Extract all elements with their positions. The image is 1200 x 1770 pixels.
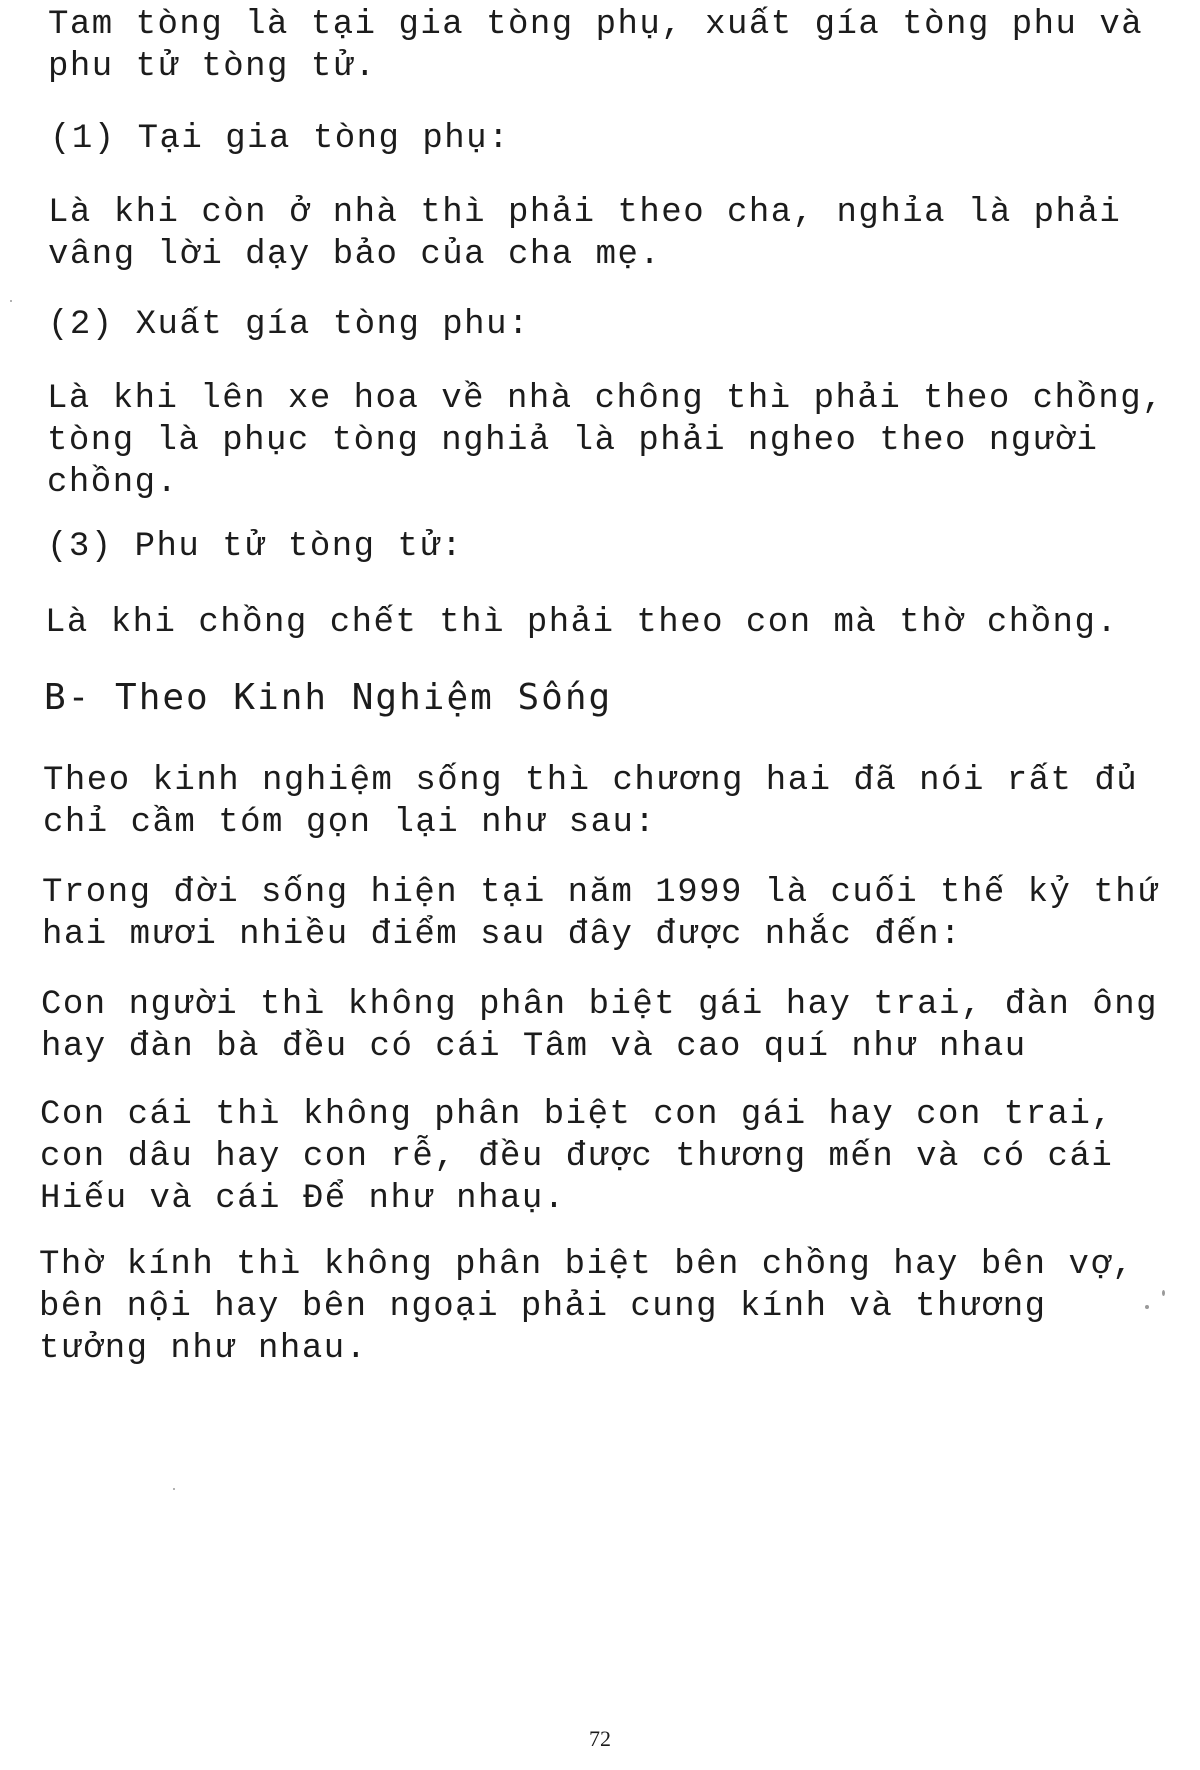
item1-body xyxy=(48,192,1121,276)
text-line: Là khi lên xe hoa về nhà chông thì phải theo chồng, xyxy=(47,380,1165,418)
page-number: 72 xyxy=(589,1726,611,1751)
present-day-paragraph xyxy=(42,872,1159,956)
text-line: phu tử tòng tử. xyxy=(48,48,377,86)
section-heading-b: B- Theo Kinh Nghiệm Sống xyxy=(44,677,613,718)
text-line: con dâu hay con rễ, đều được thương mến và có cái xyxy=(40,1138,1114,1176)
text-line: Hiếu và cái Để như nhaụ. xyxy=(40,1180,566,1218)
scan-speck xyxy=(1145,1305,1149,1309)
scan-speck xyxy=(173,1488,175,1490)
scan-speck xyxy=(1162,1290,1165,1296)
worship-paragraph xyxy=(39,1244,1134,1370)
scan-speck xyxy=(10,300,12,302)
item3-title xyxy=(47,526,463,568)
item1-title xyxy=(50,118,510,160)
text-line: Tam tòng là tại gia tòng phụ, xuất gía tòng phu và xyxy=(48,6,1144,44)
text-line: (1) Tại gia tòng phụ: xyxy=(50,120,510,158)
item2-body xyxy=(47,378,1164,504)
intro-paragraph xyxy=(48,4,1143,88)
text-line: (3) Phu tử tòng tử: xyxy=(47,528,464,566)
text-line: chồng. xyxy=(47,464,179,502)
children-paragraph xyxy=(40,1094,1113,1220)
text-line: Là khi chồng chết thì phải theo con mà thờ chồng. xyxy=(45,604,1119,642)
text-line: Thờ kính thì không phân biệt bên chồng hay bên vợ, xyxy=(39,1246,1135,1284)
people-paragraph xyxy=(41,984,1158,1068)
text-line: (2) Xuất gía tòng phu: xyxy=(48,306,530,344)
text-line: Con cái thì không phân biệt con gái hay con trai, xyxy=(40,1096,1114,1134)
text-line: bên nội hay bên ngoại phải cung kính và thương xyxy=(39,1288,1047,1326)
text-line: Là khi còn ở nhà thì phải theo cha, nghỉa là phải xyxy=(48,194,1122,232)
text-line: Trong đời sống hiện tại năm 1999 là cuối thế kỷ thứ xyxy=(42,874,1160,912)
text-line: chỉ cầm tóm gọn lại như sau: xyxy=(43,804,657,842)
text-line: hai mươi nhiều điểm sau đây được nhắc đến: xyxy=(42,916,962,954)
text-line: hay đàn bà đều có cái Tâm và cao quí như nhau xyxy=(41,1028,1027,1066)
text-line: vâng lời dạy bảo của cha mẹ. xyxy=(48,236,662,274)
text-line: Con người thì không phân biệt gái hay trai, đàn ông xyxy=(41,986,1159,1024)
text-line: Theo kinh nghiệm sống thì chương hai đã nói rất đủ xyxy=(43,762,1139,800)
item2-title xyxy=(48,304,530,346)
section-b-intro xyxy=(43,760,1138,844)
item3-body xyxy=(45,602,1118,644)
text-line: tưởng như nhau. xyxy=(39,1330,368,1368)
text-line: tòng là phục tòng nghiả là phải ngheo theo người xyxy=(47,422,1099,460)
